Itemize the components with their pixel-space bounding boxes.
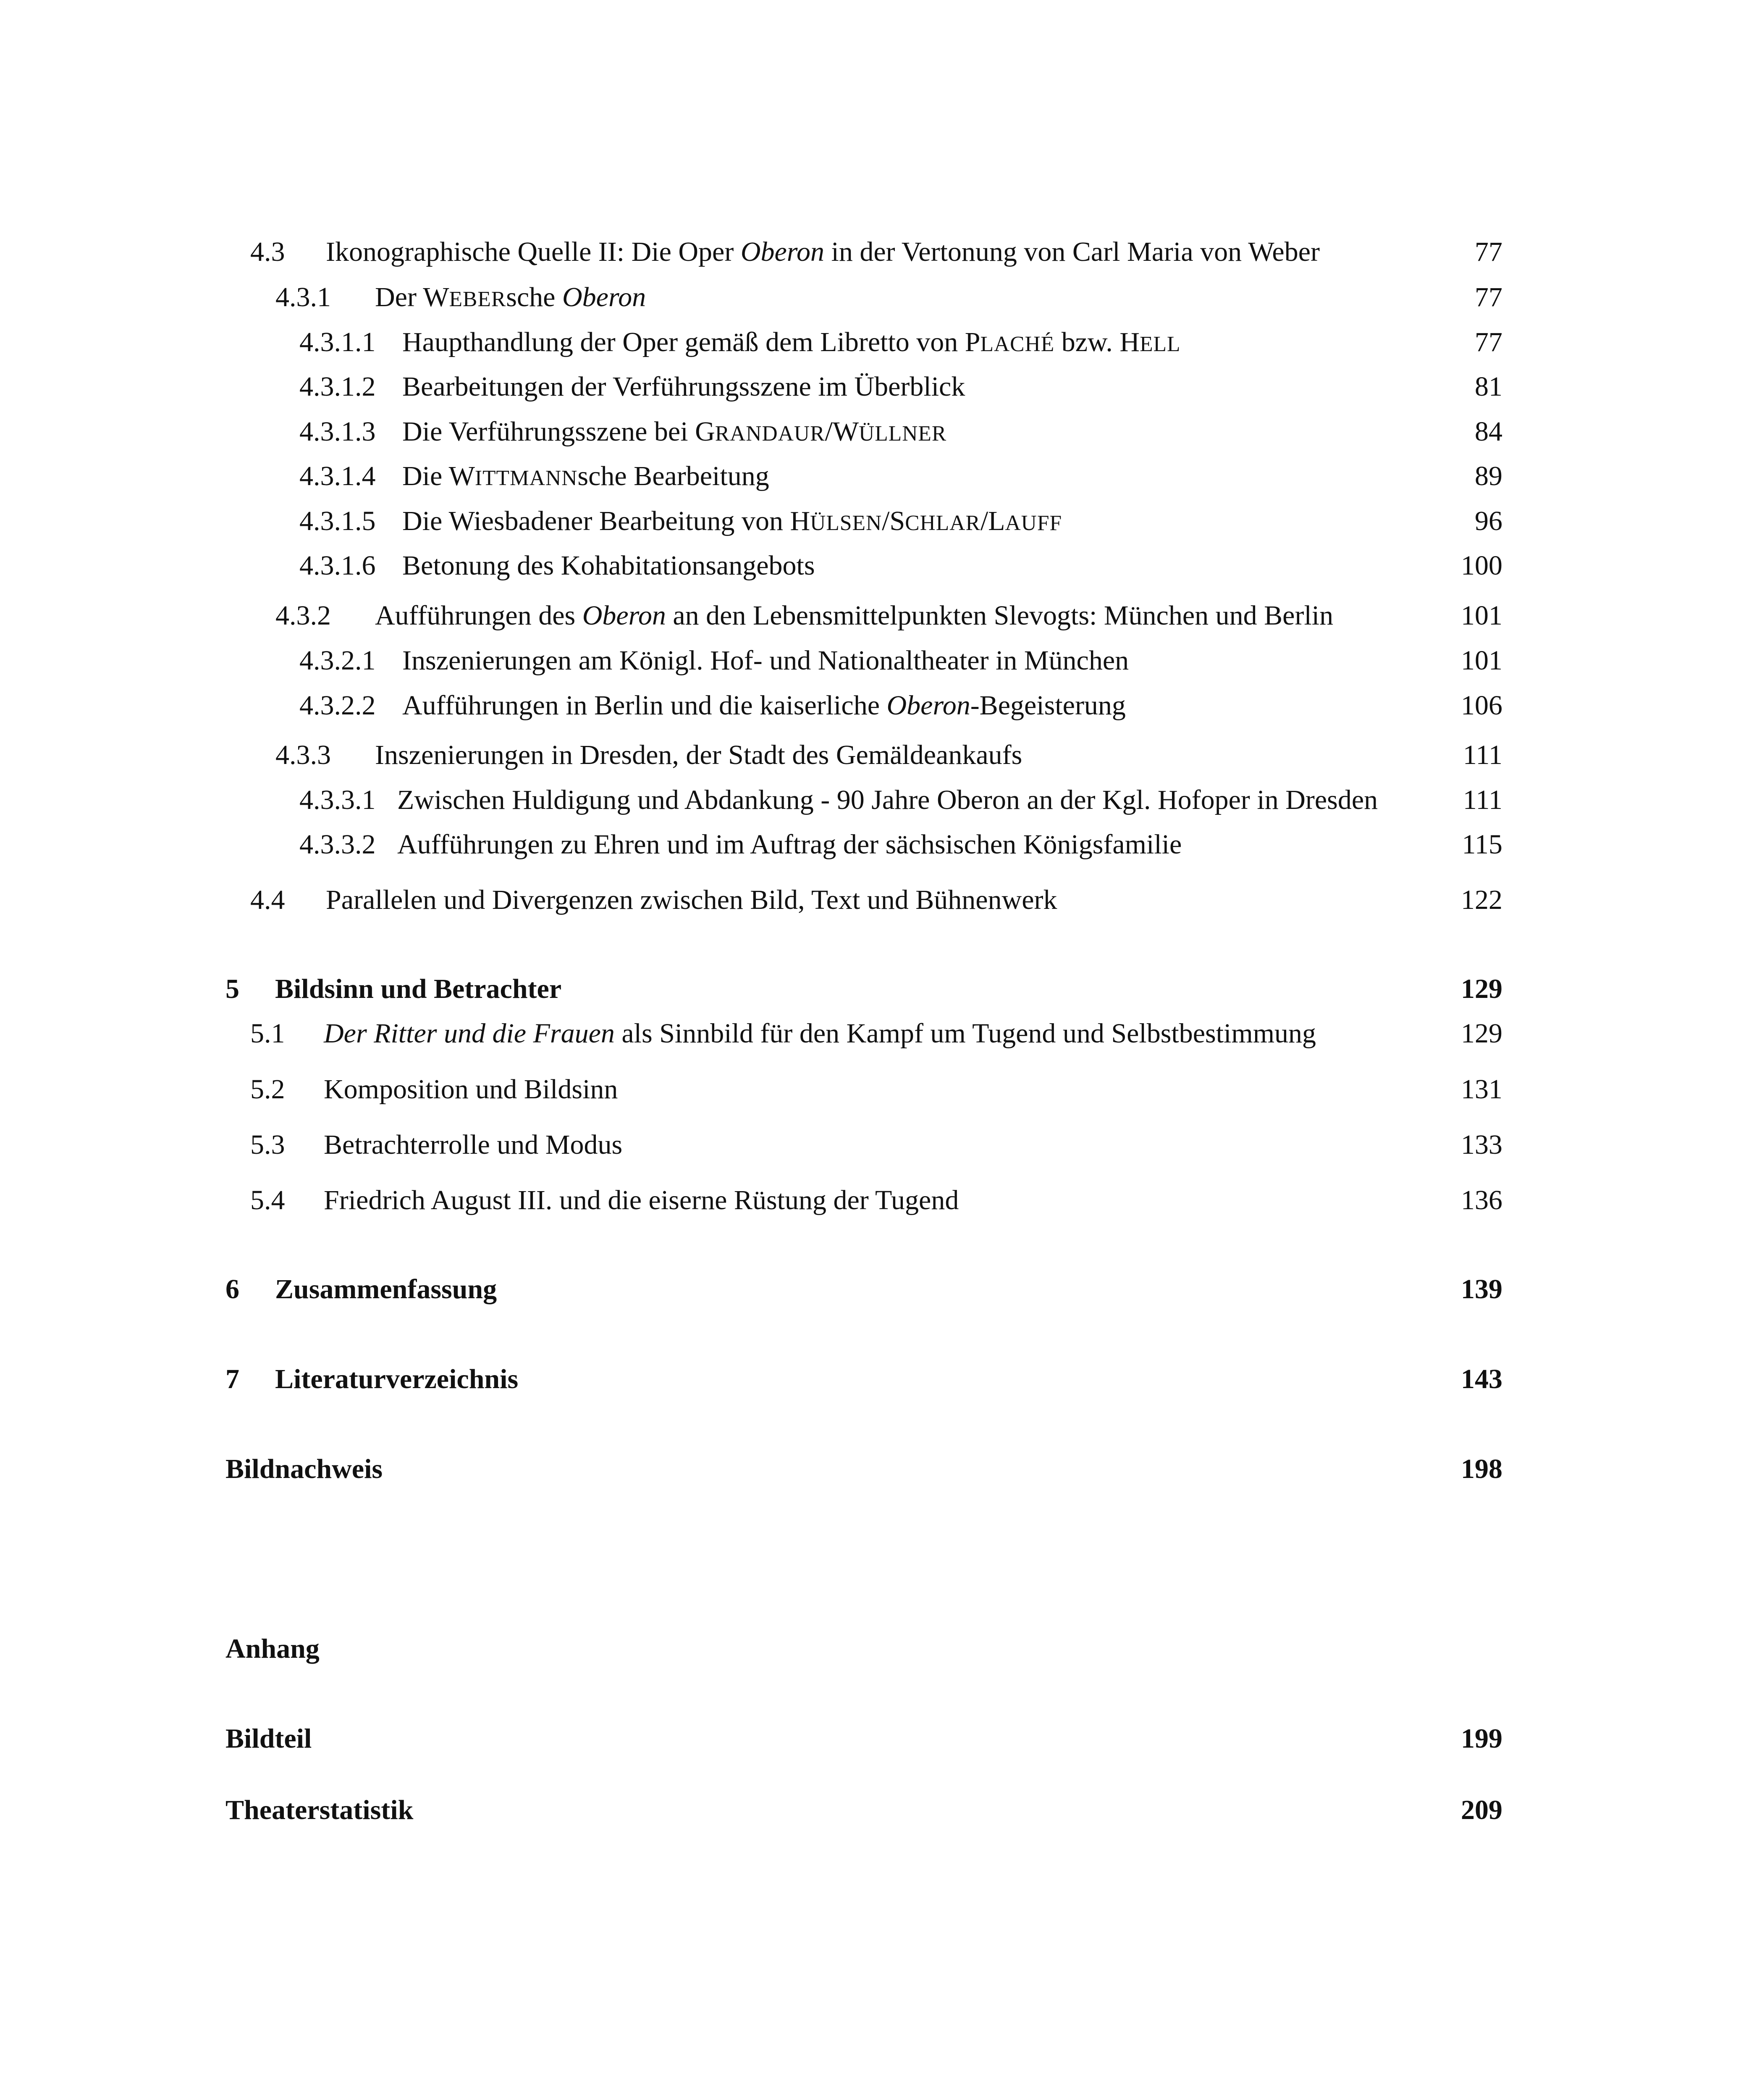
section-heading: Anhang [225,1633,320,1664]
chapter-page: 209 [1461,1795,1502,1825]
smallcaps-initial: S [889,506,905,536]
entry-number: 4.3.1 [275,282,331,312]
title-part: sche Bearbeitung [577,461,769,491]
title-part: Aufführungen des [375,600,582,631]
toc-entry-5-4 [0,1180,1746,1221]
entry-page: 106 [1461,690,1502,721]
toc-entry-4-3 [0,232,1746,272]
toc-entry-4-4 [0,880,1746,920]
title-italic: Oberon [582,600,666,631]
entry-number: 4.3.1.6 [299,550,376,581]
title-part: Die Verführungsszene bei [402,416,695,447]
chapter-title: Bildnachweis [225,1454,383,1484]
entry-page: 131 [1461,1074,1502,1105]
title-italic: Der Ritter und die Frauen [324,1018,615,1049]
title-part: an den Lebensmittelpunkten Slevogts: München und Berlin [666,600,1334,631]
chapter-title: Bildsinn und Betrachter [275,974,562,1004]
title-part: / [825,416,833,447]
entry-title: Inszenierungen am Königl. Hof- und Nationaltheater in München [402,645,1129,676]
title-italic: Oberon [562,282,646,312]
toc-entry-4-3-2-2 [0,685,1746,726]
smallcaps-initial: W [423,282,449,312]
entry-title [375,277,646,320]
entry-page: 100 [1461,550,1502,581]
chapter-number: 5 [225,974,239,1004]
entry-page: 122 [1461,885,1502,915]
entry-title: Zwischen Huldigung und Abdankung - 90 Jahre Oberon an der Kgl. Hofoper in Dresden [397,785,1378,815]
smallcaps-initial: L [988,506,1005,536]
chapter-page: 199 [1461,1723,1502,1754]
toc-entry-4-3-2 [0,596,1746,636]
entry-number: 5.3 [250,1129,285,1160]
smallcaps-name: ITTMANN [475,466,578,490]
entry-title [375,596,1333,636]
entry-title: Komposition und Bildsinn [324,1074,618,1105]
title-part: sche [506,282,562,312]
toc-entry-4-3-1-3 [0,412,1746,452]
toc-entry-5-1 [0,1013,1746,1054]
entry-title: Bearbeitungen der Verführungsszene im Überblick [402,371,965,402]
chapter-page: 198 [1461,1454,1502,1484]
toc-entry-4-3-1-5 [0,501,1746,541]
entry-number: 4.3.2.2 [299,690,376,721]
toc-chapter-6 [0,1269,1746,1310]
entry-title [326,232,1320,272]
entry-title: Aufführungen zu Ehren und im Auftrag der sächsischen Königsfamilie [397,829,1182,860]
toc-chapter-7 [0,1359,1746,1399]
smallcaps-initial: P [965,327,980,357]
entry-page: 77 [1475,236,1502,267]
title-part: als Sinnbild für den Kampf um Tugend und Selbstbestimmung [614,1018,1316,1049]
title-part: / [882,506,890,536]
toc-anhang-heading [0,1629,1746,1669]
entry-page: 115 [1462,829,1502,860]
entry-number: 4.3.1.5 [299,506,376,536]
toc-entry-4-3-2-1 [0,640,1746,681]
entry-page: 77 [1475,327,1502,357]
entry-title [402,322,1180,365]
smallcaps-initial: W [832,416,859,447]
toc-theaterstatistik [0,1790,1746,1830]
entry-title [324,1013,1316,1054]
chapter-title: Theaterstatistik [225,1795,414,1825]
title-part: in der Vertonung von Carl Maria von Weber [824,236,1320,267]
smallcaps-name: RANDAUR [715,422,825,446]
smallcaps-name: ÜLSEN [810,511,882,535]
title-part: / [980,506,988,536]
entry-page: 101 [1461,600,1502,631]
smallcaps-name: ELL [1140,332,1181,356]
smallcaps-name: ÜLLNER [859,422,947,446]
entry-title [402,412,946,454]
chapter-title: Zusammenfassung [275,1274,497,1305]
title-part: -Begeisterung [970,690,1126,721]
entry-number: 4.4 [250,885,285,915]
entry-number: 5.2 [250,1074,285,1105]
toc-bildteil [0,1719,1746,1759]
title-part: bzw. [1054,327,1120,357]
toc-entry-4-3-1 [0,277,1746,318]
entry-title [402,456,769,499]
entry-number: 4.3.1.3 [299,416,376,447]
smallcaps-initial: H [1119,327,1140,357]
smallcaps-initial: H [790,506,810,536]
smallcaps-initial: G [695,416,715,447]
entry-page: 129 [1461,1018,1502,1049]
chapter-number: 6 [225,1274,239,1305]
entry-number: 4.3.3.2 [299,829,376,860]
entry-page: 136 [1461,1185,1502,1215]
entry-number: 4.3.1.4 [299,461,376,491]
entry-page: 111 [1463,740,1502,770]
entry-number: 5.1 [250,1018,285,1049]
chapter-title: Literaturverzeichnis [275,1364,519,1394]
entry-number: 4.3 [250,236,285,267]
chapter-number: 7 [225,1364,239,1394]
smallcaps-name: AUFF [1005,511,1062,535]
title-part: Aufführungen in Berlin und die kaiserliche [402,690,887,721]
toc-entry-4-3-1-6 [0,546,1746,586]
title-part: Haupthandlung der Oper gemäß dem Libretto von [402,327,965,357]
chapter-title: Bildteil [225,1723,312,1754]
title-part: Der [375,282,423,312]
entry-number: 4.3.2 [275,600,331,631]
entry-title: Betonung des Kohabitationsangebots [402,550,815,581]
toc-entry-4-3-3 [0,735,1746,775]
chapter-page: 143 [1461,1364,1502,1394]
entry-number: 4.3.1.1 [299,327,376,357]
entry-page: 101 [1461,645,1502,676]
entry-number: 4.3.3 [275,740,331,770]
toc-entry-5-3 [0,1125,1746,1165]
toc-chapter-5 [0,969,1746,1009]
entry-page: 111 [1463,785,1502,815]
entry-title: Inszenierungen in Dresden, der Stadt des Gemäldeankaufs [375,740,1022,770]
entry-page: 81 [1475,371,1502,402]
entry-page: 133 [1461,1129,1502,1160]
toc-entry-5-2 [0,1069,1746,1110]
entry-page: 84 [1475,416,1502,447]
toc-entry-4-3-1-1 [0,322,1746,362]
smallcaps-name: CHLAR [905,511,980,535]
entry-page: 89 [1475,461,1502,491]
entry-page: 96 [1475,506,1502,536]
title-italic: Oberon [740,236,825,267]
entry-number: 4.3.1.2 [299,371,376,402]
smallcaps-name: LACHÉ [980,332,1055,356]
entry-page: 77 [1475,282,1502,312]
chapter-page: 129 [1461,974,1502,1004]
title-part: Die Wiesbadener Bearbeitung von [402,506,790,536]
entry-title: Betrachterrolle und Modus [324,1129,623,1160]
smallcaps-name: EBER [449,287,506,311]
entry-number: 4.3.3.1 [299,785,376,815]
entry-title: Friedrich August III. und die eiserne Rüstung der Tugend [324,1185,959,1215]
toc-bildnachweis [0,1449,1746,1489]
toc-entry-4-3-1-2 [0,367,1746,407]
entry-title: Parallelen und Divergenzen zwischen Bild, Text und Bühnenwerk [326,885,1057,915]
entry-title [402,501,1062,543]
smallcaps-initial: W [448,461,475,491]
toc-entry-4-3-3-1 [0,780,1746,820]
toc-entry-4-3-3-2 [0,824,1746,865]
title-part: Die [402,461,449,491]
entry-number: 5.4 [250,1185,285,1215]
entry-title [402,685,1126,726]
title-part: Ikonographische Quelle II: Die Oper [326,236,741,267]
title-italic: Oberon [886,690,970,721]
toc-entry-4-3-1-4 [0,456,1746,496]
chapter-page: 139 [1461,1274,1502,1305]
entry-number: 4.3.2.1 [299,645,376,676]
